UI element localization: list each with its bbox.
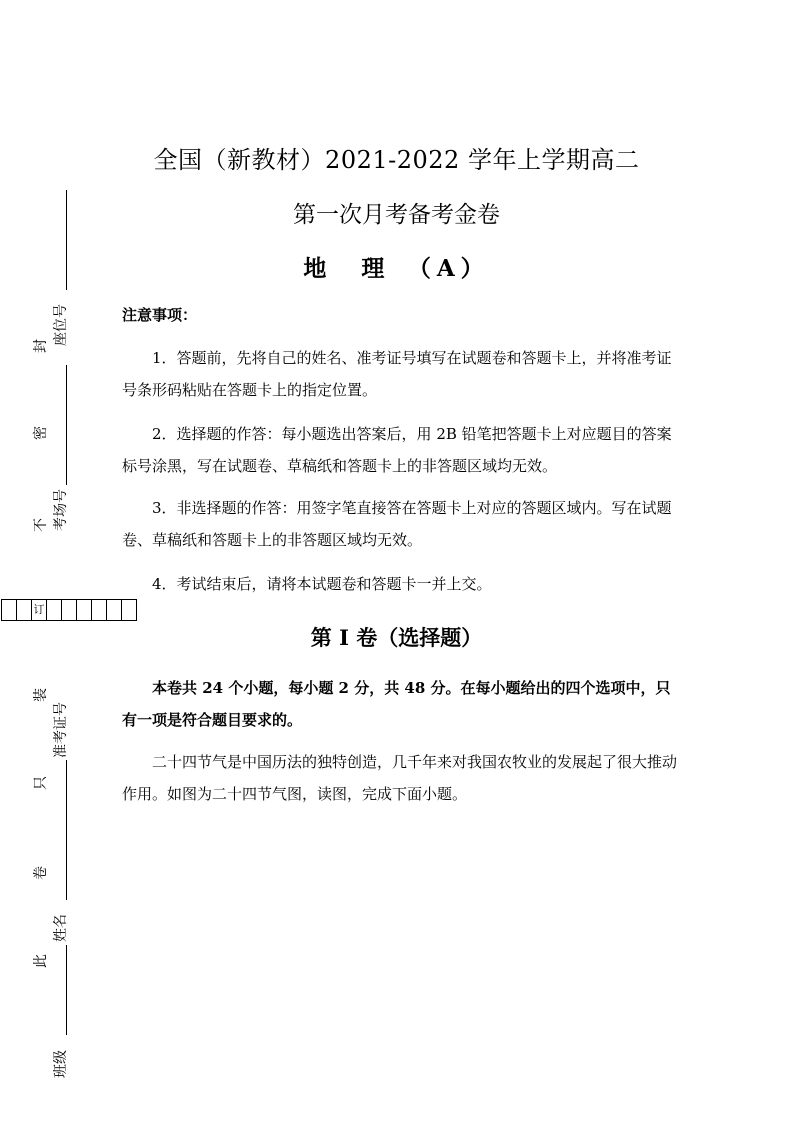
notice-item-4: 4．考试结束后，请将本试题卷和答题卡一并上交。 [152,575,492,593]
grid-cell [61,599,77,621]
field-class: 班级 [53,1050,69,1078]
exam-subject: 地 理 （A） [303,255,490,282]
notice-item-1: 1．答题前，先将自己的姓名、准考证号填写在试题卷和答题卡上，并将准考证号条形码粘贴在答题卡上的指定位置。 [122,349,672,399]
exam-title-line2: 第一次月考备考金卷 [293,202,500,228]
grid-cell [16,599,32,621]
field-seat-number: 座位号 [53,304,69,346]
grid-cell-label: 订 [31,599,47,621]
field-name: 姓名 [53,914,69,942]
seal-word: 只 [33,776,49,790]
seal-word: 封 [33,339,49,353]
notice-item-3: 3．非选择题的作答：用签字笔直接答在答题卡上对应的答题区域内。写在试题卷、草稿纸和答题卡上的非答题区域均无效。 [122,499,672,549]
seal-word: 卷 [33,866,49,880]
margin-line [66,190,67,290]
margin-line [66,945,67,1035]
field-exam-room: 考场号 [53,489,69,531]
notice-item-2: 2．选择题的作答：每小题选出答案后，用 2B 铅笔把答题卡上对应题目的答案标号涂黑，写在试题卷、草稿纸和答题卡上的非答题区域均无效。 [122,425,672,475]
admission-number-grid [2,599,137,621]
seal-word: 装 [33,688,49,702]
grid-cell [91,599,107,621]
margin-line [66,760,67,900]
section-instruction: 本卷共 24 个小题，每小题 2 分，共 48 分。在每小题给出的四个选项中，只有一项是符合题目要求的。 [122,679,671,729]
grid-cell [121,599,137,621]
grid-cell [1,599,17,621]
margin-line [66,365,67,485]
seal-word: 密 [33,426,49,440]
question-intro: 二十四节气是中国历法的独特创造，几千年来对我国农牧业的发展起了很大推动作用。如图为二十四节气图，读图，完成下面小题。 [122,753,678,803]
field-admission-number: 准考证号 [53,702,69,758]
seal-word: 此 [33,954,49,968]
grid-cell [46,599,62,621]
grid-cell [76,599,92,621]
notice-heading: 注意事项： [122,306,198,324]
seal-word: 不 [33,518,49,532]
grid-cell [106,599,122,621]
section-title: 第 I 卷（选择题） [310,625,483,650]
exam-title-line1: 全国（新教材）2021-2022 学年上学期高二 [153,146,640,174]
